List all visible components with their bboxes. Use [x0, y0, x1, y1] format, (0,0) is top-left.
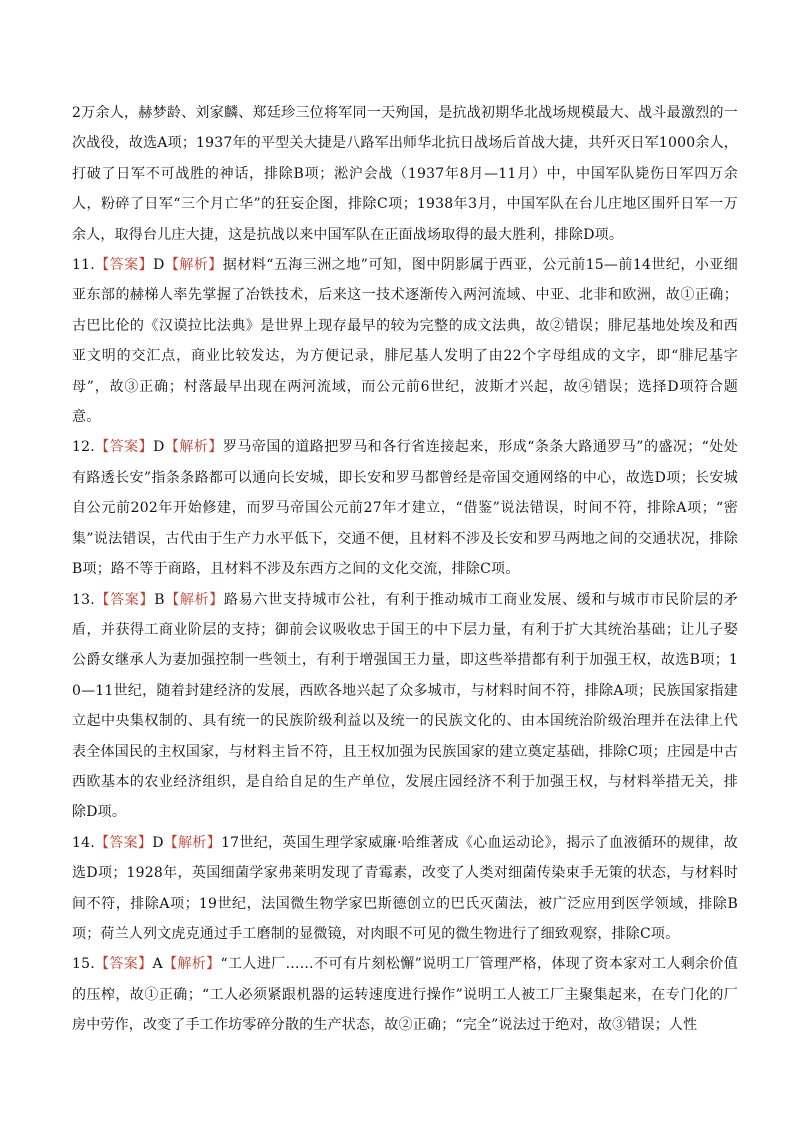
question-number: 13. [72, 591, 95, 608]
paragraph-text: 路易六世支持城市公社，有利于推动城市工商业发展、缓和与城市市民阶层的矛盾，并获得工商业阶层的支持；御前会议吸收忠于国王的中下层力量，有利于扩大其统治基础；让儿子娶公爵女继承人为妻加强控制一些领土，有利于增强国王力量，即这些举措都有利于加强王权，故选B项；10—11世纪，随着封建经济的发展，西欧各地兴起了众多城市，与材料时间不符，排除A项；民族国家指建立起中央集权制的、具有统一的民族阶级利益以及统一的民族文化的、由本国统治阶级治理并在法律上代表全体国民的主权国家，与材料主旨不符，且王权加强为民族国家的建立奠定基础，排除C项；庄园是中古西欧基本的农业经济组织，是自给自足的生产单位，发展庄园经济不利于加强王权，与材料举措无关，排除D项。 [72, 591, 738, 821]
answer-letter: D [153, 257, 165, 274]
answer-paragraph-14 [72, 828, 738, 950]
paragraph-text: “工人进厂……不可有片刻松懈”说明工厂管理严格，体现了资本家对工人剩余价值的压榨，故①正确；“工人必须紧跟机器的运转速度进行操作”说明工人被工厂主聚集起来，在专门化的厂房中劳作，改变了手工作坊零碎分散的生产状态，故②正确；“完全”说法过于绝对，故③错误；人性 [72, 956, 738, 1034]
paragraph-text: 17世纪，英国生理学家威廉·哈维著成《心血运动论》，揭示了血液循环的规律，故选D项；1928年，英国细菌学家弗莱明发现了青霉素，改变了人类对细菌传染束手无策的状态，与材料时间不符，排除A项；19世纪，法国微生物学家巴斯德创立的巴氏灭菌法，被广泛应用到医学领域，排除B项；荷兰人列文虎克通过手工磨制的显微镜，对肉眼不可见的微生物进行了细致观察，排除C项。 [72, 834, 738, 942]
analysis-tag: 【解析】 [164, 439, 223, 456]
answer-letter: D [152, 834, 164, 851]
question-number: 11. [72, 257, 95, 274]
answer-letter: D [153, 439, 165, 456]
answer-paragraph-continued [72, 98, 738, 250]
answer-paragraph-11 [72, 250, 738, 432]
answer-letter: A [152, 956, 163, 973]
analysis-tag: 【解析】 [162, 956, 221, 973]
answer-paragraph-13 [72, 585, 738, 828]
answer-letter: B [154, 591, 165, 608]
paragraph-text: 据材料“五海三洲之地”可知，图中阴影属于西亚，公元前15—前14世纪，小亚细亚东部的赫梯人率先掌握了冶铁技术，后来这一技术逐渐传入两河流域、中亚、北非和欧洲，故①正确；古巴比伦的《汉谟拉比法典》是世界上现存最早的较为完整的成文法典，故②错误；腓尼基地处埃及和西亚文明的交汇点，商业比较发达，为方便记录，腓尼基人发明了由22个字母组成的文字，即“腓尼基字母”，故③正确；村落最早出现在两河流域，而公元前6世纪，波斯才兴起，故④错误；选择D项符合题意。 [72, 257, 738, 426]
question-number: 14. [72, 834, 95, 851]
answer-tag: 【答案】 [94, 591, 155, 608]
answer-tag: 【答案】 [94, 834, 153, 851]
paragraph-text: 罗马帝国的道路把罗马和各行省连接起来，形成“条条大路通罗马”的盛况；“处处有路透长安”指条条路都可以通向长安城，即长安和罗马都曾经是帝国交通网络的中心，故选D项；长安城自公元前202年开始修建，而罗马帝国公元前27年才建立，“借鉴”说法错误，时间不符，排除A项；“密集”说法错误，古代由于生产力水平低下，交通不便，且材料不涉及长安和罗马两地之间的交通状况，排除B项；路不等于商路，且材料不涉及东西方之间的文化交流，排除C项。 [72, 439, 738, 578]
answer-tag: 【答案】 [94, 439, 154, 456]
answer-paragraph-15 [72, 949, 738, 1040]
analysis-tag: 【解析】 [164, 257, 223, 274]
answer-tag: 【答案】 [94, 956, 153, 973]
question-number: 12. [72, 439, 95, 456]
paragraph-text: 2万余人，赫梦龄、刘家麟、郑廷珍三位将军同一天殉国，是抗战初期华北战场规模最大、战斗最激烈的一次战役，故选A项；1937年的平型关大捷是八路军出师华北抗日战场后首战大捷，共歼灭日军1000余人，打破了日军不可战胜的神话，排除B项；淞沪会战（1937年8月—11月）中，中国军队毙伤日军四万余人，粉碎了日军“三个月亡华”的狂妄企图，排除C项；1938年3月，中国军队在台儿庄地区围歼日军一万余人，取得台儿庄大捷，这是抗战以来中国军队在正面战场取得的最大胜利，排除D项。 [72, 105, 738, 243]
answer-tag: 【答案】 [94, 257, 154, 274]
question-number: 15. [72, 956, 95, 973]
analysis-tag: 【解析】 [163, 834, 222, 851]
analysis-tag: 【解析】 [164, 591, 224, 608]
answer-paragraph-12 [72, 432, 738, 584]
